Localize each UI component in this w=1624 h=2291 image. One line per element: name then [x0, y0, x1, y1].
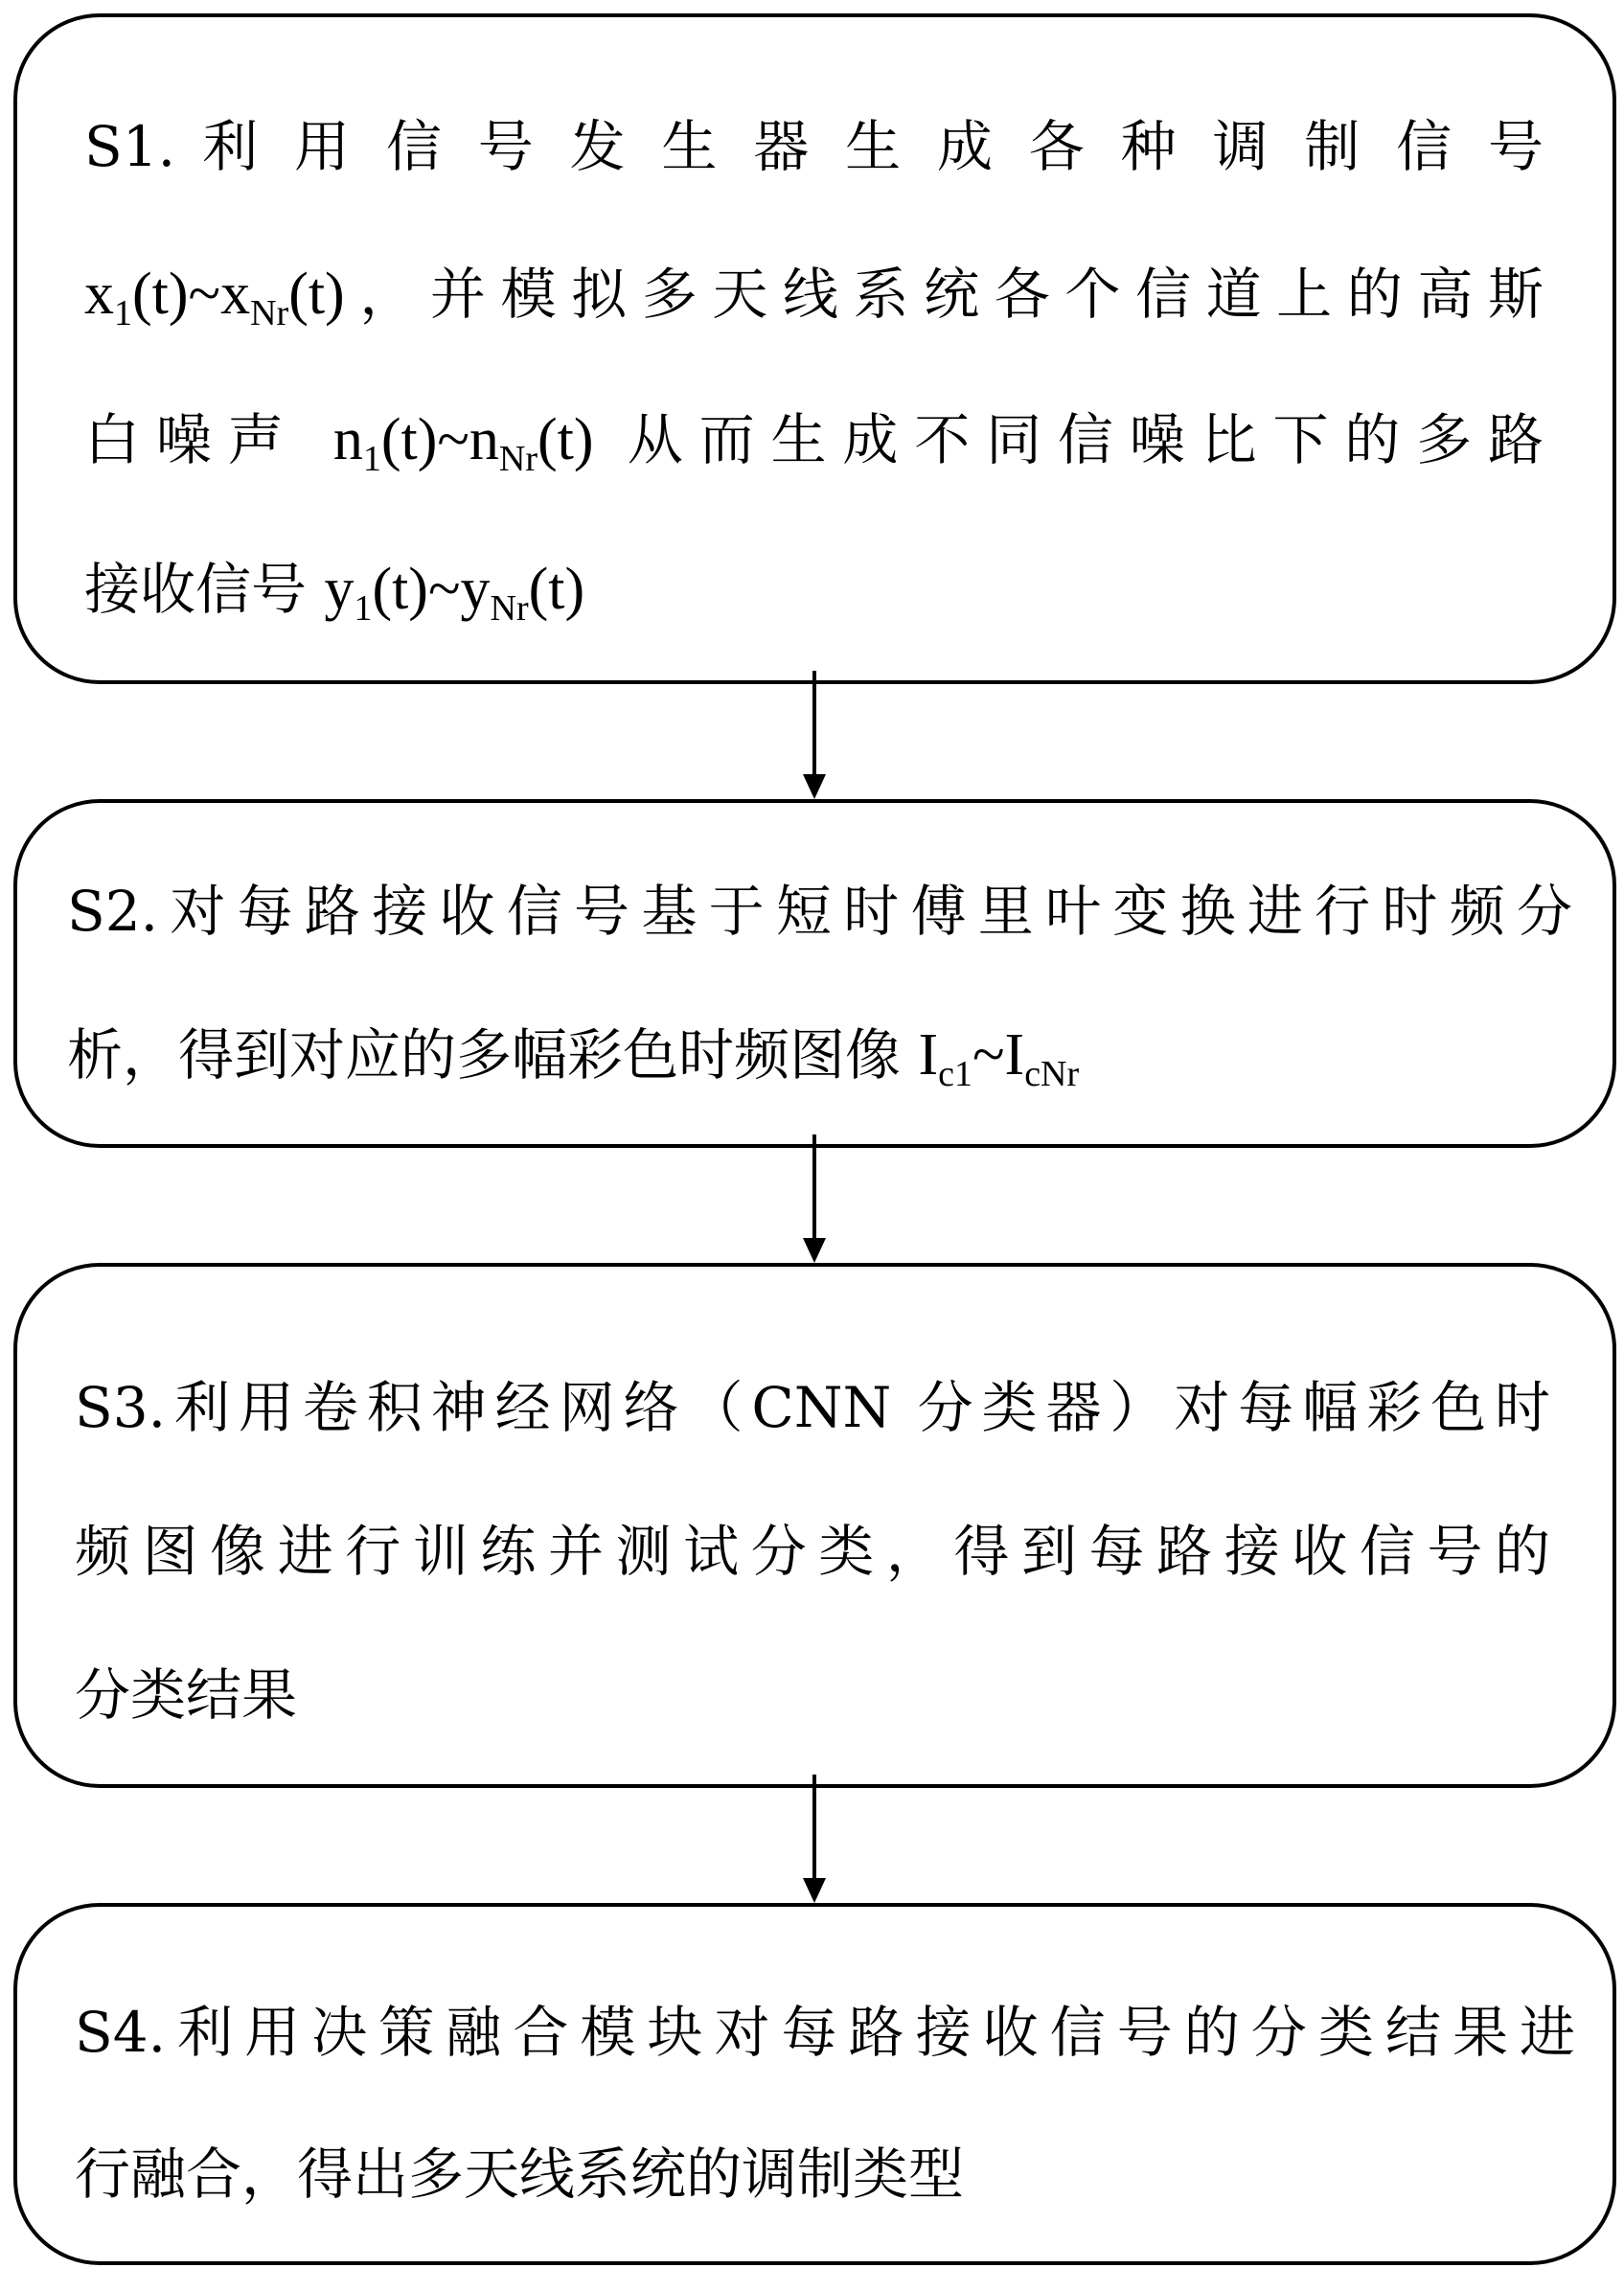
step-s2-line-2	[67, 1022, 1080, 1095]
subscript-nr: Nr	[490, 588, 529, 630]
time-arg: (t)	[380, 407, 438, 472]
var-i: I	[1004, 1022, 1025, 1088]
step-s3-line-3: 分类结果	[75, 1662, 298, 1728]
step-s1-line-3-prefix: 白噪声	[84, 407, 333, 472]
arrow-s1-s2	[795, 671, 834, 805]
step-s2-line-2-text: 析，得到对应的多幅彩色时频图像	[67, 1022, 919, 1088]
step-box-s2	[13, 799, 1616, 1148]
time-arg: (t)	[538, 407, 594, 472]
tilde: ~	[427, 557, 461, 622]
time-arg: (t)	[288, 262, 345, 327]
subscript-nr: Nr	[498, 439, 538, 480]
step-s1-line-4-prefix: 接收信号	[84, 557, 325, 622]
step-s1-line-2	[84, 262, 1544, 334]
step-s1-line-1: S1. 利 用 信 号 发 生 器 生 成 各 种 调 制 信 号	[84, 114, 1544, 179]
time-arg: (t)	[528, 557, 585, 622]
subscript-1: 1	[114, 293, 132, 334]
subscript-1: 1	[354, 588, 373, 630]
step-box-s3	[13, 1263, 1616, 1788]
step-s4-line-2: 行融合，得出多天线系统的调制类型	[75, 2142, 965, 2207]
step-s1-line-2-text: ，并模拟多天线系统各个信道上的高斯	[344, 262, 1544, 327]
var-i: I	[918, 1022, 939, 1088]
var-x: x	[220, 262, 251, 327]
step-box-s1	[13, 13, 1616, 684]
var-y: y	[324, 557, 355, 622]
tilde: ~	[188, 262, 221, 327]
step-s1-line-3-text: 从而生成不同信噪比下的多路	[593, 407, 1544, 472]
var-n: n	[469, 407, 499, 472]
step-s4-line-1: S4.利用决策融合模块对每路接收信号的分类结果进	[75, 2000, 1575, 2065]
step-s1-line-3	[84, 407, 1544, 480]
arrow-s3-s4	[795, 1775, 834, 1909]
step-box-s4	[13, 1903, 1616, 2265]
subscript-c1: c1	[938, 1054, 972, 1095]
subscript-cnr: cNr	[1024, 1054, 1080, 1095]
time-arg: (t)	[372, 557, 428, 622]
tilde: ~	[437, 407, 469, 472]
var-x: x	[84, 262, 114, 327]
step-s1-line-4	[84, 557, 585, 630]
var-n: n	[332, 407, 363, 472]
step-s2-line-1: S2.对每路接收信号基于短时傅里叶变换进行时频分	[67, 879, 1572, 944]
step-s3-line-2: 频图像进行训练并测试分类，得到每路接收信号的	[75, 1519, 1550, 1584]
tilde: ~	[972, 1022, 1005, 1088]
time-arg: (t)	[132, 262, 189, 327]
var-y: y	[460, 557, 491, 622]
step-s3-line-1: S3.利用卷积神经网络（CNN 分类器）对每幅彩色时	[75, 1375, 1550, 1440]
arrow-s2-s3	[795, 1134, 834, 1269]
subscript-1: 1	[362, 439, 381, 480]
subscript-nr: Nr	[250, 293, 289, 334]
